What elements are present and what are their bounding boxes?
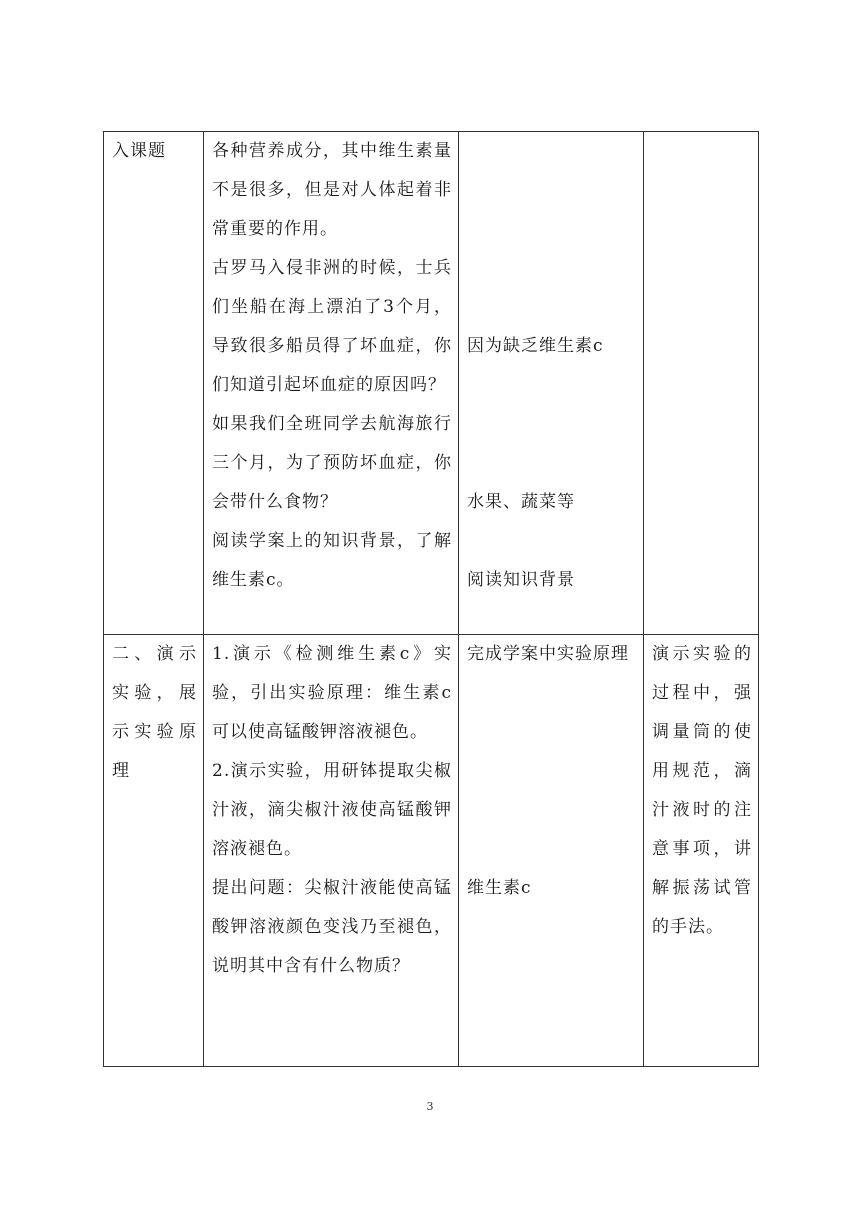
teacher-activity-cell bbox=[204, 635, 459, 1067]
student-paragraph: 完成学案中实验原理 bbox=[467, 644, 629, 664]
table-row bbox=[104, 132, 759, 635]
notes-cell bbox=[644, 132, 759, 635]
student-paragraph: 水果、蔬菜等 bbox=[467, 492, 575, 512]
notes-cell bbox=[644, 635, 759, 1067]
student-activity-cell bbox=[459, 635, 644, 1067]
notes-paragraph: 演示实验的过程中，强调量筒的使用规范，滴汁液时的注意事项，讲解振荡试管的手法。 bbox=[652, 644, 752, 937]
teacher-paragraph: 各种营养成分，其中维生素量不是很多，但是对人体起着非常重要的作用。 bbox=[212, 141, 452, 239]
student-paragraph: 阅读知识背景 bbox=[467, 570, 575, 590]
table-row bbox=[104, 635, 759, 1067]
student-activity-cell bbox=[459, 132, 644, 635]
teacher-paragraph: 1.演示《检测维生素c》实验，引出实验原理：维生素c可以使高锰酸钾溶液褪色。 bbox=[212, 644, 452, 742]
stage-label: 二、演示实验，展示实验原理 bbox=[112, 644, 197, 781]
stage-cell bbox=[104, 132, 204, 635]
lesson-plan-table bbox=[103, 131, 759, 1067]
stage-label: 入课题 bbox=[112, 141, 166, 161]
teacher-paragraph: 古罗马入侵非洲的时候，士兵们坐船在海上漂泊了3个月，导致很多船员得了坏血症，你们知道引起坏血症的原因吗？ bbox=[212, 258, 452, 395]
teacher-activity-cell bbox=[204, 132, 459, 635]
page-number: 3 bbox=[426, 1100, 434, 1113]
teacher-paragraph: 如果我们全班同学去航海旅行三个月，为了预防坏血症，你会带什么食物？ bbox=[212, 414, 452, 512]
teacher-paragraph: 提出问题：尖椒汁液能使高锰酸钾溶液颜色变浅乃至褪色，说明其中含有什么物质？ bbox=[212, 878, 452, 976]
teacher-paragraph: 阅读学案上的知识背景，了解维生素c。 bbox=[212, 531, 452, 590]
student-paragraph: 维生素c bbox=[467, 878, 532, 898]
student-paragraph: 因为缺乏维生素c bbox=[467, 336, 604, 356]
teacher-paragraph: 2.演示实验，用研钵提取尖椒汁液，滴尖椒汁液使高锰酸钾溶液褪色。 bbox=[212, 761, 452, 859]
stage-cell bbox=[104, 635, 204, 1067]
